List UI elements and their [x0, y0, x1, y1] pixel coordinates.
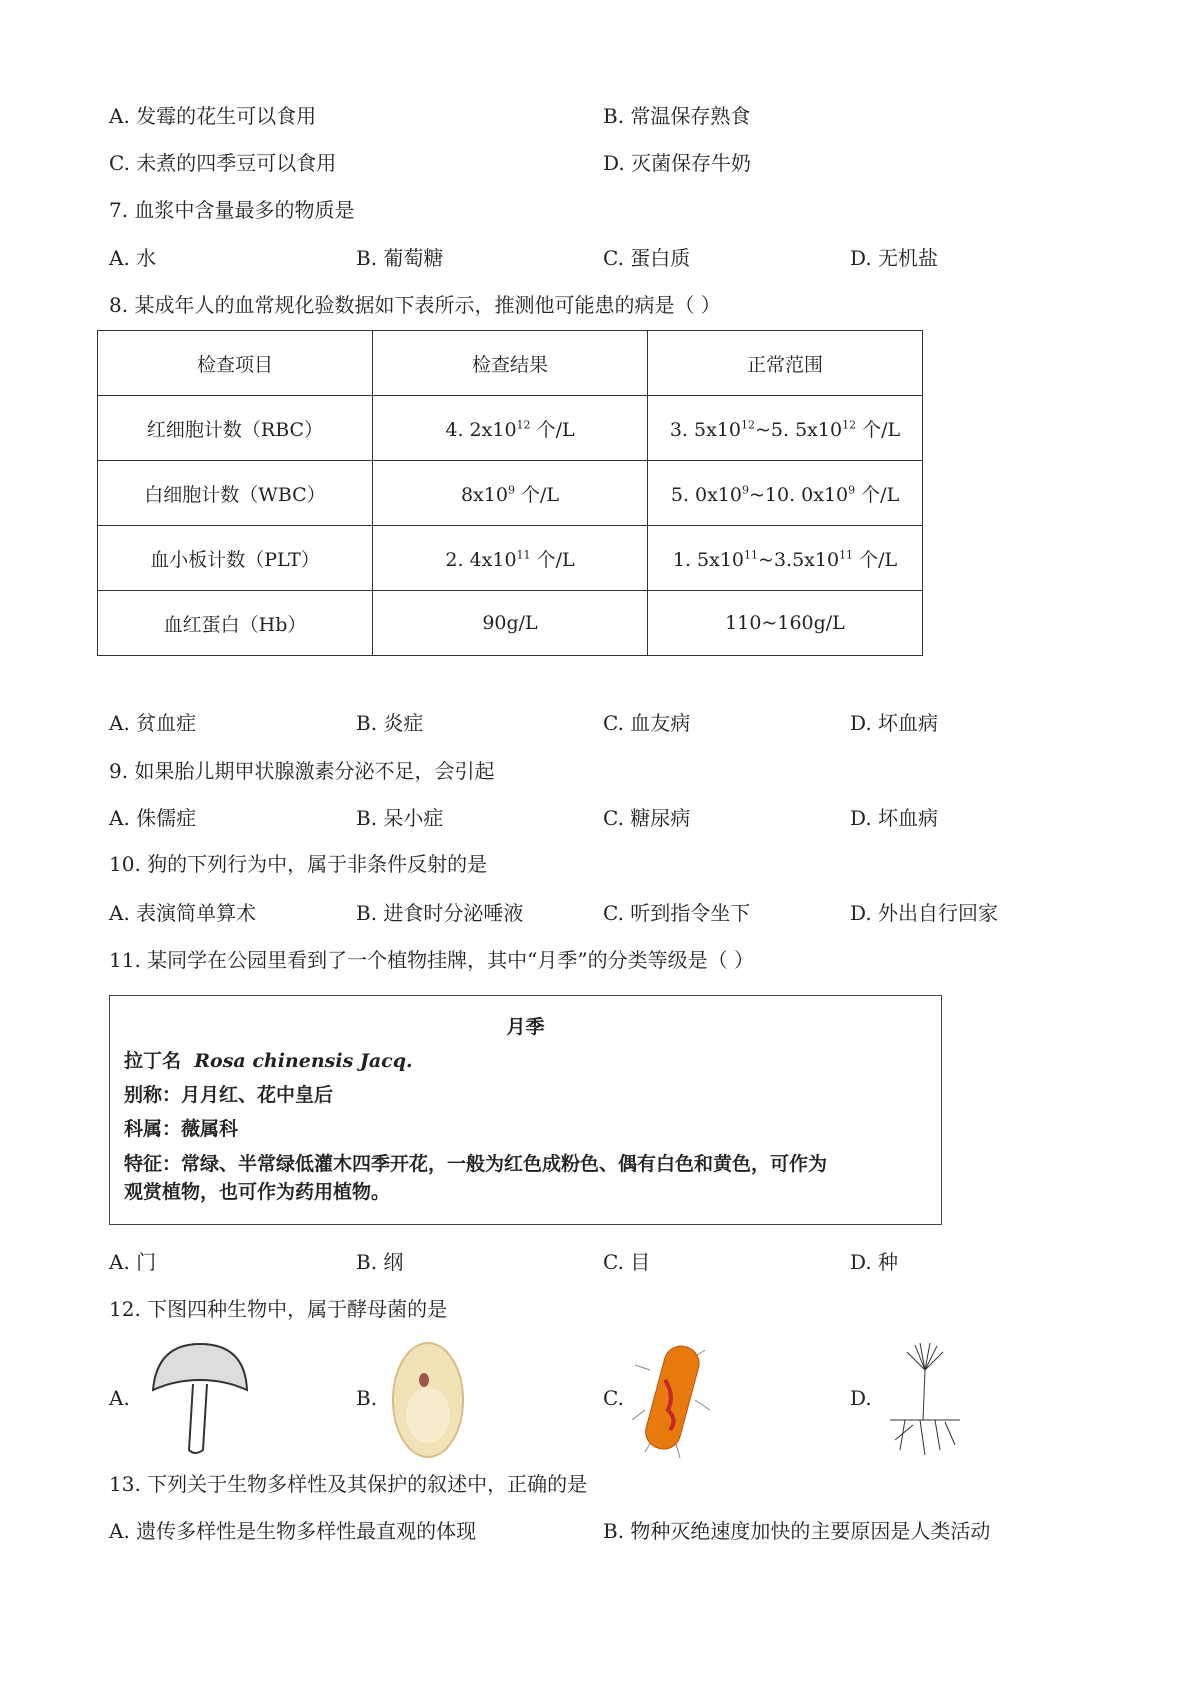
- blood-test-table: [97, 330, 923, 656]
- table-cell: 5. $0x10^9\sim 10$. $0x10^9$ 个/L: [648, 461, 923, 526]
- q8-stem: 8. 某成年人的血常规化验数据如下表所示，推测他可能患的病是（ ）: [109, 293, 721, 317]
- q10-option-c: C. 听到指令坐下: [603, 901, 751, 925]
- q11-option-c: C. 目: [603, 1250, 651, 1274]
- table-cell: 血小板计数（PLT）: [98, 526, 373, 591]
- q7-option-d: D. 无机盐: [850, 246, 939, 270]
- q9-option-a: A. 侏儒症: [109, 806, 197, 830]
- table-cell: 110~160g/L: [648, 591, 923, 656]
- q9-option-b: B. 呆小症: [356, 806, 444, 830]
- table-row: [98, 591, 923, 656]
- table-cell: 白细胞计数（WBC）: [98, 461, 373, 526]
- q9-stem: 9. 如果胎儿期甲状腺激素分泌不足，会引起: [109, 759, 495, 783]
- q8-option-a: A. 贫血症: [109, 711, 197, 735]
- card-latin-row: [124, 1044, 927, 1078]
- q9-option-c: C. 糖尿病: [603, 806, 691, 830]
- card-feature-2: 观赏植物，也可作为药用植物。: [124, 1181, 391, 1203]
- q13-stem: 13. 下列关于生物多样性及其保护的叙述中，正确的是: [109, 1472, 588, 1496]
- mushroom-image: [145, 1340, 255, 1458]
- q8-option-b: B. 炎症: [356, 711, 424, 735]
- q10-option-a: A. 表演简单算术: [109, 901, 257, 925]
- q7-option-c: C. 蛋白质: [603, 246, 691, 270]
- q7-option-b: B. 葡萄糖: [356, 246, 444, 270]
- card-family: 科属：薇属科: [124, 1118, 239, 1140]
- q11-option-b: B. 纲: [356, 1250, 404, 1274]
- table-cell: 90g/L: [373, 591, 648, 656]
- q12-label-c: C.: [603, 1386, 624, 1410]
- yeast-cell-image: [388, 1340, 468, 1460]
- latin-name: Rosa chinensis Jacq.: [194, 1050, 413, 1072]
- table-header-row: [98, 331, 923, 396]
- table-cell: 1. $5x10^{11}\sim 3.5x10^{11}$ 个/L: [648, 526, 923, 591]
- table-cell: $8x10^9$ 个/L: [373, 461, 648, 526]
- card-alias: 别称：月月红、花中皇后: [124, 1084, 334, 1106]
- q7-option-a: A. 水: [109, 246, 157, 270]
- table-cell: 2. $4x10^{11}$ 个/L: [373, 526, 648, 591]
- q12-label-b: B.: [356, 1386, 378, 1410]
- q6-option-c: C. 未煮的四季豆可以食用: [109, 151, 337, 175]
- q10-option-b: B. 进食时分泌唾液: [356, 901, 524, 925]
- q12-stem: 12. 下图四种生物中，属于酵母菌的是: [109, 1297, 448, 1321]
- q10-stem: 10. 狗的下列行为中，属于非条件反射的是: [109, 852, 488, 876]
- plant-label-card: [109, 995, 942, 1225]
- q13-option-a: A. 遗传多样性是生物多样性最直观的体现: [109, 1519, 477, 1543]
- q6-option-b: B. 常温保存熟食: [603, 104, 751, 128]
- table-cell: 红细胞计数（RBC）: [98, 396, 373, 461]
- table-header: 检查项目: [98, 331, 373, 396]
- table-header: 检查结果: [373, 331, 648, 396]
- table-cell: 4. $2x10^{12}$ 个/L: [373, 396, 648, 461]
- card-title: 月季: [506, 1016, 545, 1038]
- table-cell: 血红蛋白（Hb）: [98, 591, 373, 656]
- table-header: 正常范围: [648, 331, 923, 396]
- table-row: [98, 461, 923, 526]
- mold-image: [885, 1340, 965, 1460]
- card-feature-1: 特征：常绿、半常绿低灌木四季开花，一般为红色成粉色、偶有白色和黄色，可作为: [124, 1153, 828, 1175]
- bacterium-image: [630, 1340, 715, 1460]
- table-cell: 3. $5x10^{12}\sim 5$. $5x10^{12}$ 个/L: [648, 396, 923, 461]
- q6-option-d: D. 灭菌保存牛奶: [603, 151, 752, 175]
- q8-option-d: D. 坏血病: [850, 711, 939, 735]
- q10-option-d: D. 外出自行回家: [850, 901, 999, 925]
- q11-stem: 11. 某同学在公园里看到了一个植物挂牌，其中“月季”的分类等级是（ ）: [109, 948, 754, 972]
- latin-label: 拉丁名: [124, 1050, 182, 1072]
- q12-label-d: D.: [850, 1386, 872, 1410]
- q13-option-b: B. 物种灭绝速度加快的主要原因是人类活动: [603, 1519, 991, 1543]
- q7-stem: 7. 血浆中含量最多的物质是: [109, 198, 355, 222]
- table-row: [98, 526, 923, 591]
- q12-label-a: A.: [109, 1386, 130, 1410]
- table-row: [98, 396, 923, 461]
- q6-option-a: A. 发霉的花生可以食用: [109, 104, 317, 128]
- q8-option-c: C. 血友病: [603, 711, 691, 735]
- q11-option-d: D. 种: [850, 1250, 899, 1274]
- q11-option-a: A. 门: [109, 1250, 157, 1274]
- q9-option-d: D. 坏血病: [850, 806, 939, 830]
